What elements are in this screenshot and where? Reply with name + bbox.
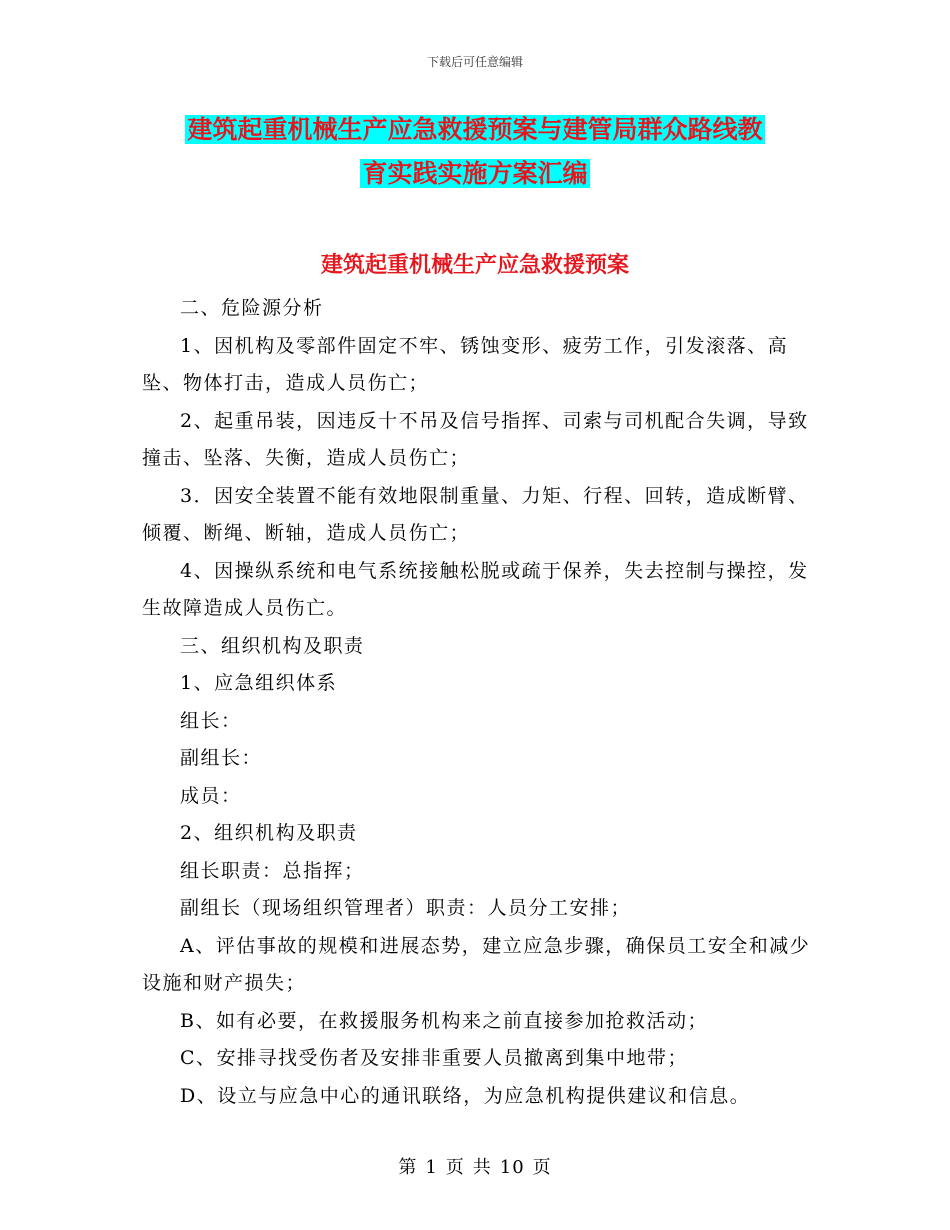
footer-page-number: 1 (425, 1157, 438, 1178)
paragraph: 二、危险源分析 (180, 297, 324, 319)
footer-total-unit: 页 (532, 1157, 552, 1178)
footer-prefix: 第 (398, 1157, 418, 1178)
paragraph: 组长职责：总指挥； (180, 859, 365, 882)
main-title (0, 108, 950, 196)
page-footer (0, 1153, 950, 1179)
footer-total-prefix: 共 (472, 1157, 492, 1178)
paragraph: 2、起重吊装，因违反十不吊及信号指挥、司索与司机配合失调，导致撞击、坠落、失衡，造成人员伤亡； (142, 409, 809, 469)
header-note: 下载后可任意编辑 (426, 55, 523, 69)
paragraph: B、如有必要，在救援服务机构来之前直接参加抢救活动； (180, 1009, 708, 1032)
paragraph: A、评估事故的规模和进展态势，建立应急步骤，确保员工安全和减少设施和财产损失； (142, 934, 811, 994)
main-title-line-2: 育实践实施方案汇编 (362, 159, 588, 188)
paragraph: 副组长（现场组织管理者）职责：人员分工安排； (180, 897, 632, 919)
paragraph: C、安排寻找受伤者及安排非重要人员撤离到集中地带； (180, 1047, 689, 1069)
paragraph: 三、组织机构及职责 (180, 634, 365, 657)
paragraph: 1、应急组织体系 (180, 672, 338, 694)
paragraph: 1、因机构及零部件固定不牢、锈蚀变形、疲劳工作，引发滚落、高坠、物体打击，造成人员伤亡； (142, 334, 789, 394)
paragraph: D、设立与应急中心的通讯联络，为应急机构提供建议和信息。 (180, 1084, 751, 1107)
paragraph: 2、组织机构及职责 (180, 822, 358, 844)
paragraph: 成员： (180, 784, 242, 807)
document-body (142, 290, 812, 1115)
footer-total-pages: 10 (499, 1157, 525, 1178)
paragraph: 3．因安全装置不能有效地限制重量、力矩、行程、回转，造成断臂、倾覆、断绳、断轴，造成人员伤亡； (142, 484, 809, 544)
section-title: 建筑起重机械生产应急救援预案 (320, 253, 629, 278)
paragraph: 组长： (180, 709, 242, 732)
main-title-line-1: 建筑起重机械生产应急救援预案与建管局群众路线教 (187, 115, 763, 144)
paragraph: 副组长： (180, 747, 263, 769)
paragraph: 4、因操纵系统和电气系统接触松脱或疏于保养，失去控制与操控，发生故障造成人员伤亡。 (142, 559, 809, 619)
footer-page-unit: 页 (445, 1157, 465, 1178)
